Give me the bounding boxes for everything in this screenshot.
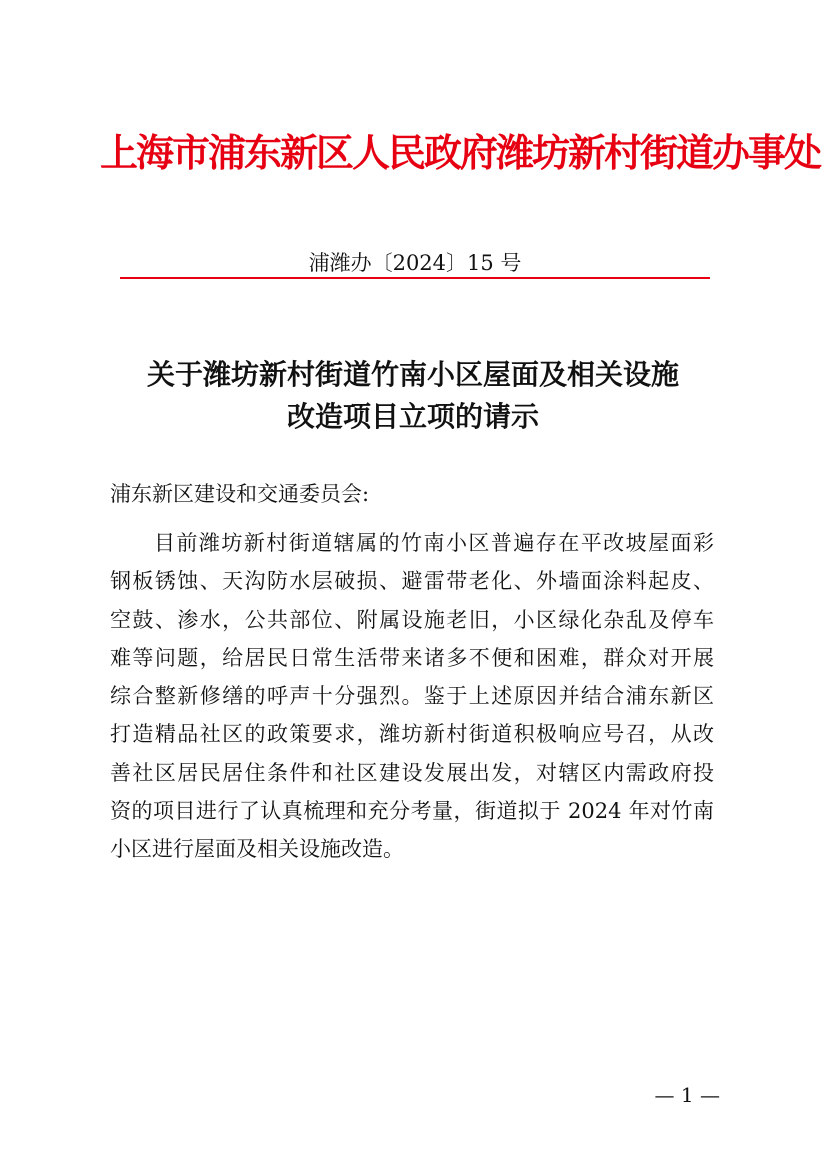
- body-line: 小区进行屋面及相关设施改造。: [110, 837, 404, 862]
- body-line: 资的项目进行了认真梳理和充分考量，街道拟于 2024 年对竹南: [110, 799, 714, 824]
- body-line: 综合整新修缮的呼声十分强烈。鉴于上述原因并结合浦东新区: [110, 684, 714, 709]
- title-line-1: 关于潍坊新村街道竹南小区屋面及相关设施: [146, 358, 679, 391]
- page-number: — 1 —: [654, 1083, 720, 1107]
- red-divider-line: [120, 277, 710, 279]
- body-line: 空鼓、渗水，公共部位、附属设施老旧，小区绿化杂乱及停车: [110, 607, 714, 632]
- salutation: 浦东新区建设和交通委员会:: [110, 482, 370, 506]
- body-line: 钢板锈蚀、天沟防水层破损、避雷带老化、外墙面涂料起皮、: [110, 569, 714, 594]
- body-line: 目前潍坊新村街道辖属的竹南小区普遍存在平改坡屋面彩: [154, 531, 714, 555]
- issuer-masthead: 上海市浦东新区人民政府潍坊新村街道办事处: [100, 130, 821, 175]
- body-line: 难等问题，给居民日常生活带来诸多不便和困难，群众对开展: [110, 645, 714, 670]
- body-line: 打造精品社区的政策要求，潍坊新村街道积极响应号召，从改: [110, 722, 714, 747]
- document-number: 浦潍办〔2024〕15 号: [308, 251, 522, 275]
- body-paragraph: [110, 524, 714, 869]
- document-title: [100, 354, 726, 438]
- body-line: 善社区居民居住条件和社区建设发展出发，对辖区内需政府投: [110, 760, 714, 785]
- title-line-2: 改造项目立项的请示: [286, 400, 539, 433]
